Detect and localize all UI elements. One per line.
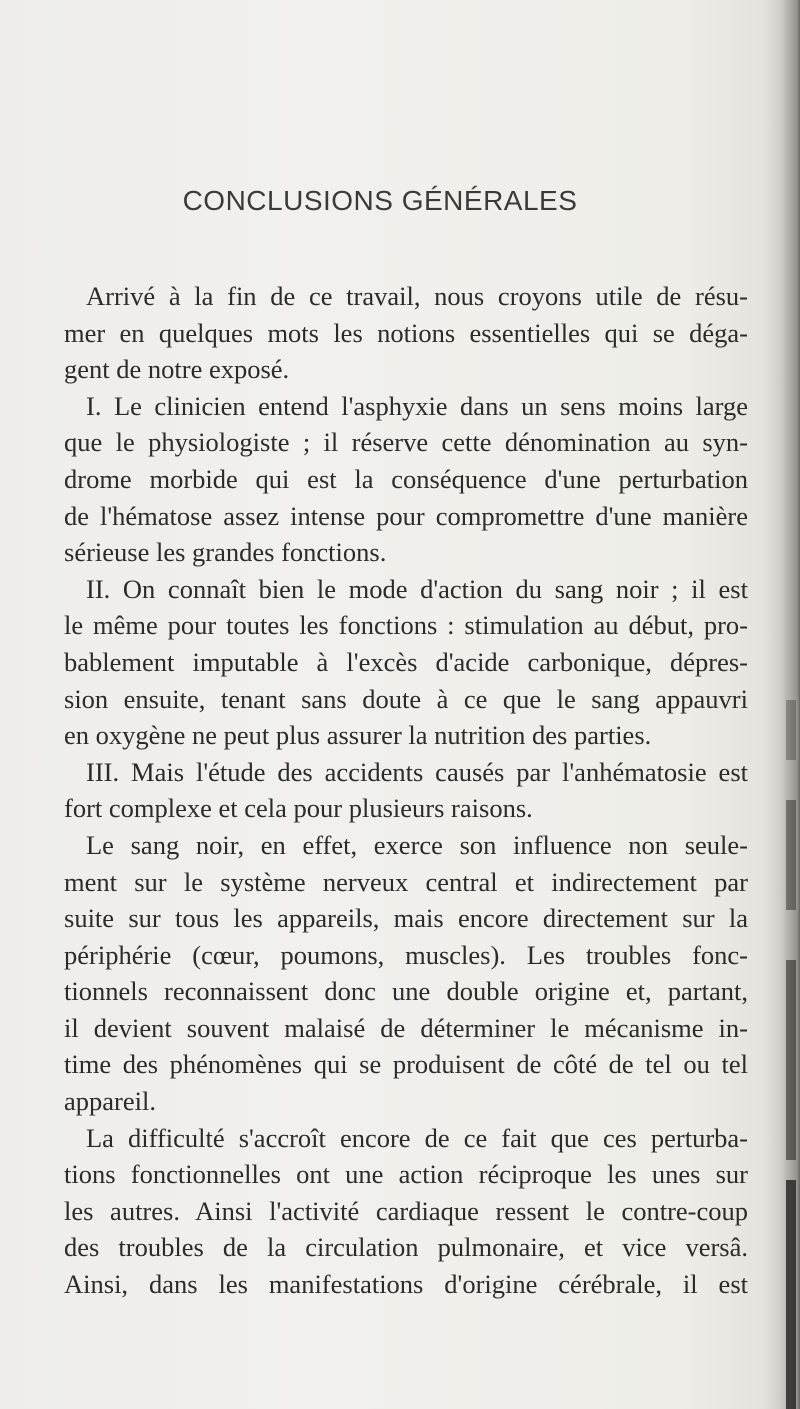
text-line: bablement imputable à l'excès d'acide carbonique, dépres- <box>64 646 748 677</box>
text-line: Ainsi, dans les manifestations d'origine cérébrale, il est <box>64 1269 748 1300</box>
text-line: drome morbide qui est la conséquence d'une perturbation <box>64 463 748 494</box>
text-line: de l'hématose assez intense pour compromettre d'une manière <box>64 500 748 531</box>
text-line: en oxygène ne peut plus assurer la nutrition des parties. <box>64 720 652 751</box>
page-title: CONCLUSIONS GÉNÉRALES <box>182 185 578 216</box>
text-line: II. On connaît bien le mode d'action du sang noir ; il est <box>86 573 748 604</box>
text-line: les autres. Ainsi l'activité cardiaque ressent le contre-coup <box>64 1195 748 1226</box>
text-line: gent de notre exposé. <box>64 354 290 385</box>
text-line: fort complexe et cela pour plusieurs raisons. <box>64 793 533 824</box>
text-line: le même pour toutes les fonctions : stimulation au début, pro- <box>64 610 748 641</box>
text-line: sérieuse les grandes fonctions. <box>64 537 387 568</box>
text-line: III. Mais l'étude des accidents causés par l'anhématosie est <box>86 756 748 787</box>
text-line: suite sur tous les appareils, mais encore directement sur la <box>64 903 748 934</box>
body-text <box>64 278 748 1303</box>
text-line: tionnels reconnaissent donc une double origine et, partant, <box>64 976 748 1007</box>
page-edge-mark <box>786 700 796 760</box>
page-edge-mark <box>786 960 796 1160</box>
text-line: il devient souvent malaisé de déterminer le mécanisme in- <box>64 1012 748 1043</box>
page-edge-mark <box>786 800 796 910</box>
text-line: mer en quelques mots les notions essentielles qui se déga- <box>64 317 748 348</box>
text-line: La difficulté s'accroît encore de ce fait que ces perturba- <box>86 1122 748 1153</box>
text-line: ment sur le système nerveux central et indirectement par <box>64 866 748 897</box>
text-line: sion ensuite, tenant sans doute à ce que le sang appauvri <box>64 683 748 714</box>
text-line: périphérie (cœur, poumons, muscles). Les troubles fonc- <box>64 939 748 970</box>
text-line: time des phénomènes qui se produisent de côté de tel ou tel <box>64 1049 748 1080</box>
text-line: appareil. <box>64 1086 156 1117</box>
text-line: tions fonctionnelles ont une action réciproque les unes sur <box>64 1159 748 1190</box>
text-line: Arrivé à la fin de ce travail, nous croyons utile de résu- <box>86 281 748 311</box>
text-line: que le physiologiste ; il réserve cette dénomination au syn- <box>64 427 748 458</box>
text-line: Le sang noir, en effet, exerce son influence non seule- <box>86 829 748 860</box>
text-line: des troubles de la circulation pulmonaire, et vice versâ. <box>64 1232 748 1263</box>
text-line: I. Le clinicien entend l'asphyxie dans un sens moins large <box>86 390 748 421</box>
page-edge-mark <box>786 1180 796 1409</box>
